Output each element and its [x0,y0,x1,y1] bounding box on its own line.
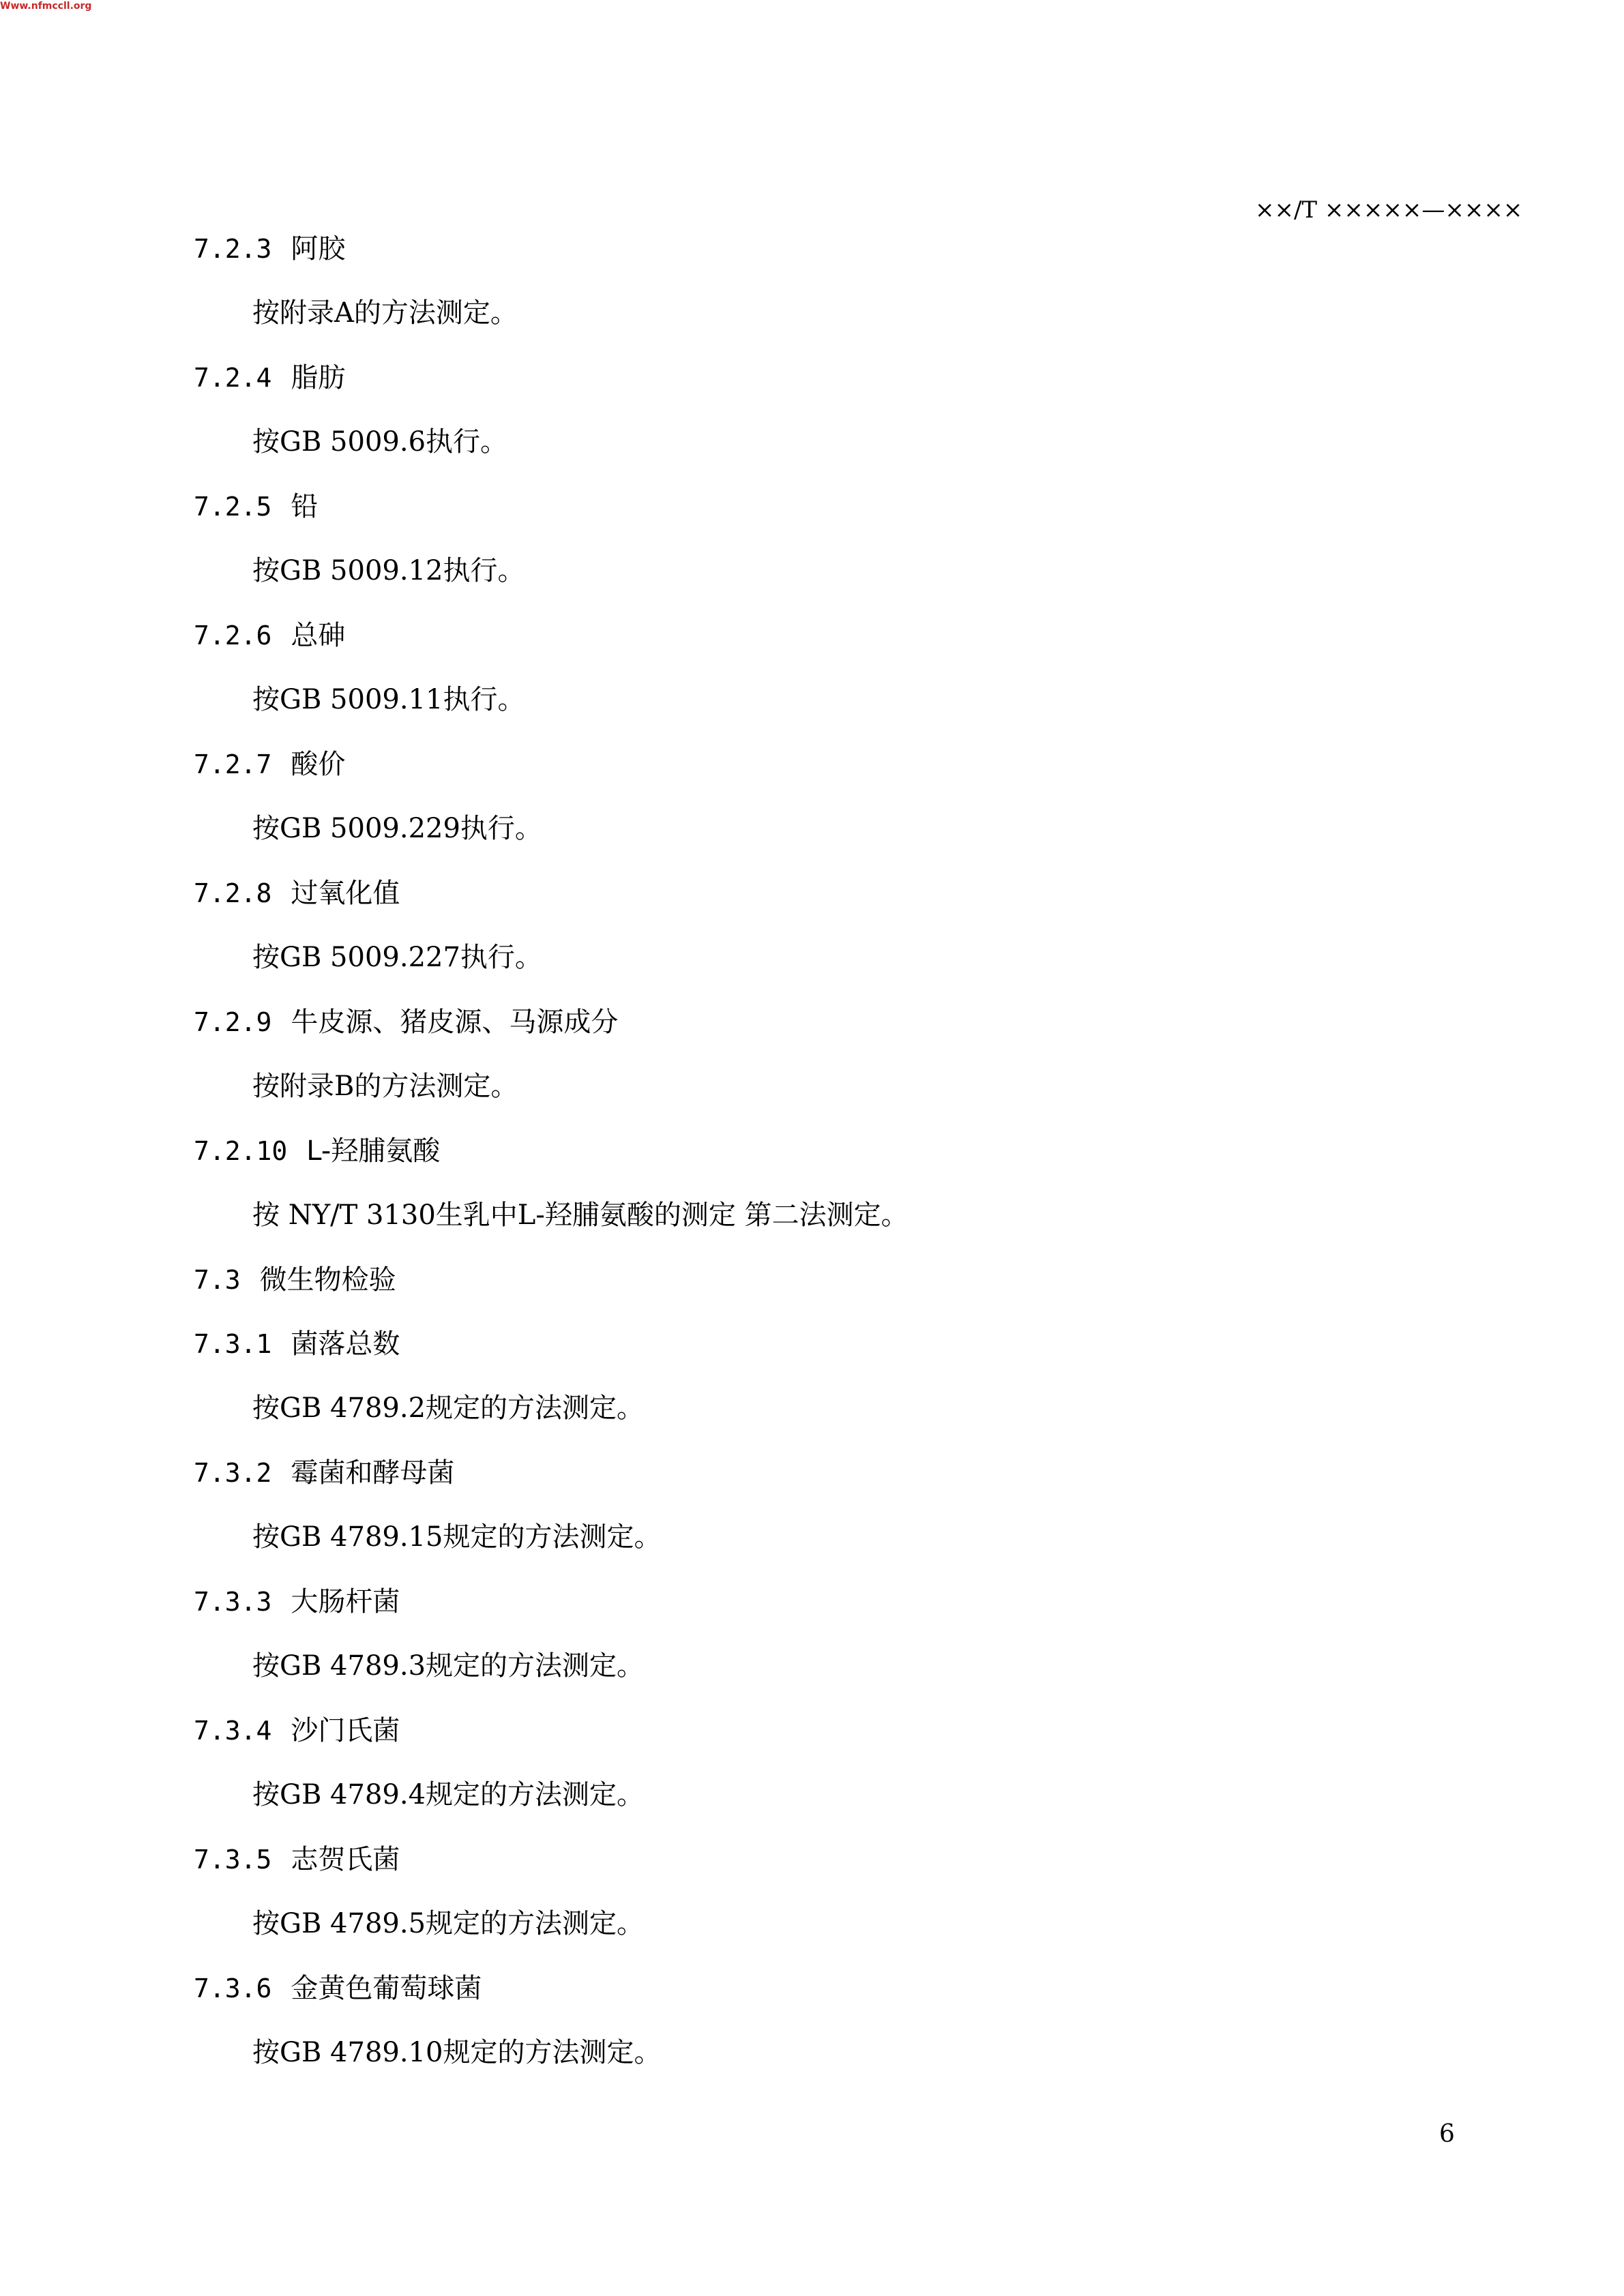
page-number: 6 [1439,2120,1455,2148]
section-body: 按GB 4789.4规定的方法测定。 [252,1779,645,1810]
section-title: 铅 [291,491,319,522]
section-heading [194,1585,400,1619]
section-title: 菌落总数 [291,1328,400,1360]
section-number: 7.2.3 [194,234,272,264]
section-body: 按GB 5009.6执行。 [252,426,508,458]
section-heading [194,876,400,910]
section-title: 牛皮源、猪皮源、马源成分 [291,1007,619,1038]
section-number: 7.2.9 [194,1007,272,1037]
section-body: 按GB 4789.10规定的方法测定。 [252,2037,662,2068]
section-title: 酸价 [291,749,346,780]
section-heading [194,747,345,781]
section-heading [194,1134,440,1168]
section-number: 7.3.4 [194,1716,272,1746]
section-number: 7.2.8 [194,878,272,908]
section-body: 按GB 5009.227执行。 [252,942,542,973]
section-body: 按GB 5009.12执行。 [252,555,525,586]
section-number: 7.3.3 [194,1587,272,1617]
section-number: 7.3.2 [194,1458,272,1488]
section-title: 志贺氏菌 [291,1844,400,1875]
section-heading [194,1327,400,1361]
section-body: 按GB 5009.11执行。 [252,684,525,715]
section-body: 按GB 5009.229执行。 [252,813,542,844]
section-body: 按GB 4789.3规定的方法测定。 [252,1650,645,1682]
section-body: 按附录A的方法测定。 [252,297,518,329]
section-number: 7.2.7 [194,749,272,779]
section-heading [194,1714,400,1748]
watermark-text: Www.nfmccll.org [0,1,92,12]
section-heading [194,361,345,395]
section-heading [194,1843,400,1877]
document-code-header: ××/T ×××××—×××× [1255,196,1523,224]
section-number: 7.3 [194,1265,241,1295]
section-number: 7.3.1 [194,1329,272,1359]
section-number: 7.2.5 [194,492,272,522]
section-title: 金黄色葡萄球菌 [291,1973,482,2004]
section-title: 沙门氏菌 [291,1715,400,1746]
section-number: 7.3.6 [194,1973,272,2003]
section-number: 7.2.6 [194,621,272,651]
section-title: 脂肪 [291,362,346,393]
section-body: 按GB 4789.5规定的方法测定。 [252,1908,645,1939]
section-title: 微生物检验 [259,1264,396,1296]
section-number: 7.2.10 [194,1136,288,1166]
section-heading [194,618,345,653]
section-title: 霉菌和酵母菌 [291,1457,455,1489]
section-heading [194,232,345,266]
section-title: 阿胶 [291,233,346,265]
section-heading [194,1456,454,1490]
section-body: 按GB 4789.2规定的方法测定。 [252,1392,645,1424]
section-title: 大肠杆菌 [291,1586,400,1617]
section-number: 7.3.5 [194,1845,272,1875]
section-body: 按附录B的方法测定。 [252,1071,518,1102]
section-body: 按GB 4789.15规定的方法测定。 [252,1521,662,1553]
section-body: 按 NY/T 3130生乳中L-羟脯氨酸的测定 第二法测定。 [252,1199,909,1231]
section-heading [194,1005,618,1039]
section-heading [194,490,318,524]
section-heading [194,1263,396,1297]
section-title: 总砷 [291,620,346,651]
section-title: 过氧化值 [291,878,400,909]
section-heading [194,1971,482,2006]
section-title: L-羟脯氨酸 [306,1135,441,1167]
section-number: 7.2.4 [194,363,272,393]
